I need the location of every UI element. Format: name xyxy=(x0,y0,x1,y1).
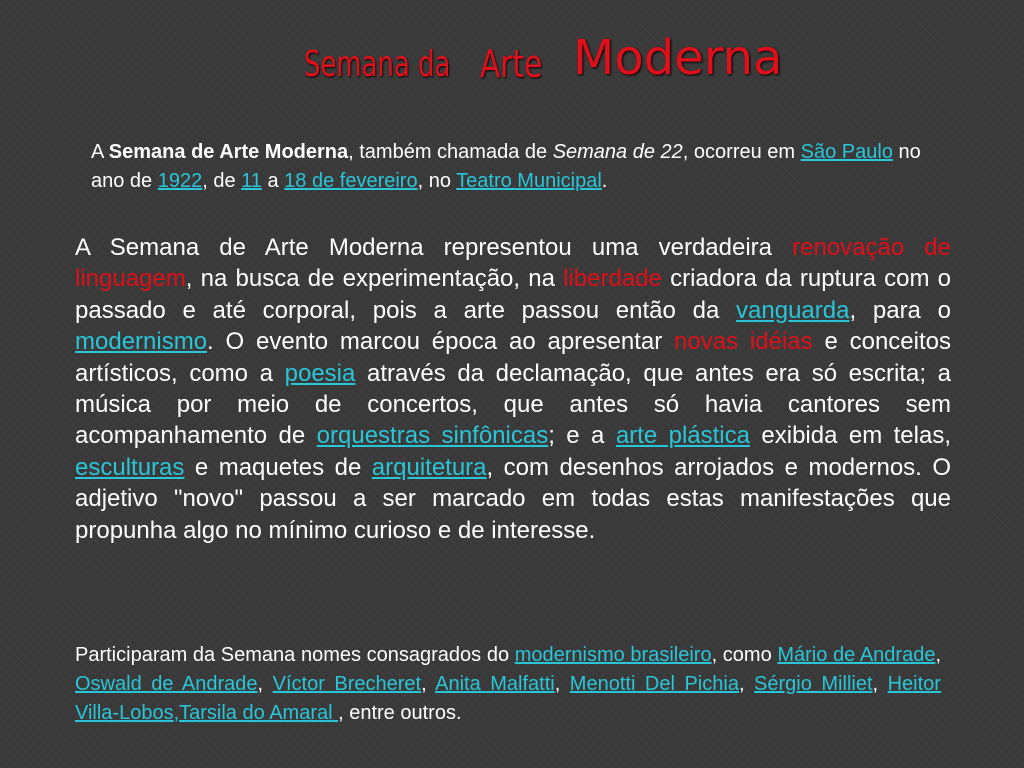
link-1922[interactable]: 1922 xyxy=(157,170,203,192)
participants-text: Participaram da Semana nomes consagrados do xyxy=(75,644,515,666)
body-text: criadora da ruptura com o passado e até corporal, pois a arte passou então da xyxy=(75,265,951,324)
link-arte-plastica[interactable]: arte plástica xyxy=(615,422,750,450)
link-oswald-de-andrade[interactable]: Oswald de Andrade xyxy=(75,673,258,695)
link-modernismo-brasileiro[interactable]: modernismo brasileiro xyxy=(514,644,712,666)
title-part-3: Moderna xyxy=(573,30,783,86)
body-text: e conceitos artísticos, como a xyxy=(75,328,952,387)
title-part-1: Semana da xyxy=(304,44,451,85)
body-paragraph xyxy=(75,232,951,546)
link-anita-malfatti[interactable]: Anita Malfatti xyxy=(435,673,555,695)
link-menotti-del-pichia[interactable]: Menotti Del Pichia xyxy=(569,673,739,695)
separator: , xyxy=(935,644,941,666)
body-text: exibida em telas, xyxy=(749,422,951,450)
link-mario-de-andrade[interactable]: Mário de Andrade xyxy=(777,644,936,666)
link-victor-brecheret[interactable]: Víctor Brecheret xyxy=(272,673,422,695)
link-teatro-municipal[interactable]: Teatro Municipal xyxy=(456,170,602,192)
body-text: A Semana de Arte Moderna representou uma verdadeira xyxy=(75,234,793,261)
link-arquitetura[interactable]: arquitetura xyxy=(371,453,487,481)
link-modernismo[interactable]: modernismo xyxy=(75,328,208,356)
participants-paragraph xyxy=(75,641,941,728)
body-text: . O evento marcou época ao apresentar xyxy=(207,328,675,356)
participants-text: , entre outros. xyxy=(338,702,462,724)
link-heitor-villa-lobos-tarsila-do-amaral[interactable]: Heitor Villa-Lobos,Tarsila do Amaral xyxy=(75,673,941,724)
link-poesia[interactable]: poesia xyxy=(284,359,356,387)
intro-text: , também chamada de xyxy=(348,141,553,163)
intro-text: . xyxy=(601,170,608,192)
link-18-de-fevereiro[interactable]: 18 de fevereiro xyxy=(284,170,418,192)
highlight-renovacao: renovação de linguagem xyxy=(75,234,951,293)
body-text: e maquetes de xyxy=(184,453,372,481)
intro-text: a xyxy=(261,170,285,192)
slide-title xyxy=(300,30,820,100)
separator: , xyxy=(257,673,273,695)
link-orquestras-sinfonicas[interactable]: orquestras sinfônicas xyxy=(316,422,549,450)
intro-text: no ano de xyxy=(91,141,921,192)
body-text: , na busca de experimentação, na xyxy=(185,265,564,293)
intro-paragraph xyxy=(91,138,953,196)
link-vanguarda[interactable]: vanguarda xyxy=(736,296,850,324)
separator: , xyxy=(554,673,570,695)
separator: , xyxy=(421,673,436,695)
body-text: , com desenhos arrojados e modernos. O adjetivo "novo" passou a ser marcado em todas estas manifestações que propunha algo no mínimo curioso e de interesse. xyxy=(75,453,951,544)
separator: , xyxy=(738,673,755,695)
intro-text: , de xyxy=(202,170,242,192)
intro-text: , no xyxy=(417,170,457,192)
intro-bold-term: Semana de Arte Moderna xyxy=(108,141,349,163)
intro-text: , ocorreu em xyxy=(682,141,801,163)
link-sao-paulo[interactable]: São Paulo xyxy=(800,141,893,163)
participants-text: , como xyxy=(711,644,778,666)
highlight-liberdade: liberdade xyxy=(563,265,662,293)
body-text: , para o xyxy=(849,296,951,324)
intro-text: A xyxy=(91,141,109,163)
link-11[interactable]: 11 xyxy=(241,170,262,192)
link-sergio-milliet[interactable]: Sérgio Milliet xyxy=(754,673,873,695)
body-text: através da declamação, que antes era só escrita; a música por meio de concertos, que antes só havia cantores sem acompanhamento de xyxy=(75,359,951,450)
highlight-novas-ideias: novas idéias xyxy=(674,328,813,356)
title-part-2: Arte xyxy=(480,42,543,86)
separator: , xyxy=(872,673,888,695)
intro-italic-term: Semana de 22 xyxy=(552,141,683,163)
link-esculturas[interactable]: esculturas xyxy=(75,453,185,481)
body-text: ; e a xyxy=(548,422,616,450)
